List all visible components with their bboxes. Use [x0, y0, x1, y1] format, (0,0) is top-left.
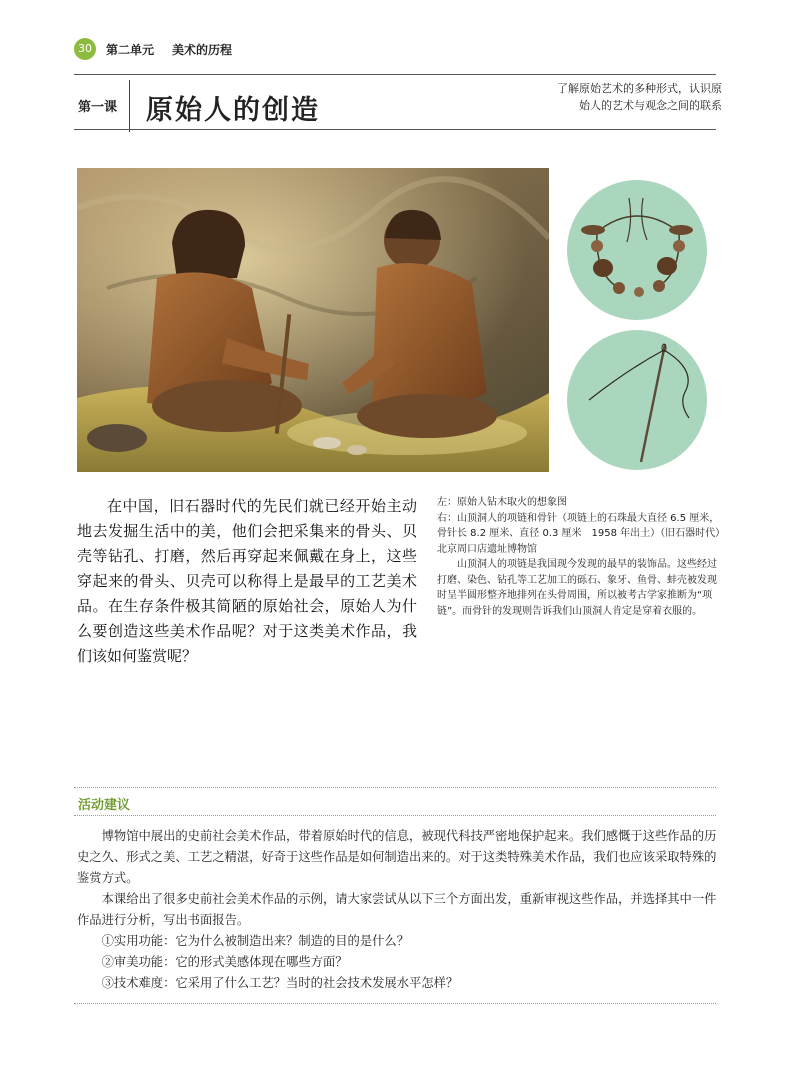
necklace-illustration [567, 180, 707, 320]
intro-paragraph: 在中国，旧石器时代的先民们就已经开始主动地去发掘生活中的美，他们会把采集来的骨头、贝壳等钻孔、打磨，然后再穿起来佩戴在身上，这些穿起来的骨头、贝壳可以称得上是最早的工艺美术品。在生存条件极其简陋的原始社会，原始人为什么要创造这些美术作品呢？对于这类美术作品，我们该如何鉴赏呢？ [77, 497, 417, 665]
activity-heading: 活动建议 [78, 798, 131, 813]
unit-title: 美术的历程 [172, 43, 233, 57]
activity-paragraph-2: 本课给出了很多史前社会美术作品的示例，请大家尝试从以下三个方面出发，重新审视这些作品，并选择其中一件作品进行分析，写出书面报告。 [77, 892, 717, 927]
unit-label: 第二单元 [106, 43, 155, 57]
activity-paragraph-1: 博物馆中展出的史前社会美术作品，带着原始时代的信息，被现代科技严密地保护起来。我们感慨于这些作品的历史之久、形式之美、工艺之精湛，好奇于这些作品是如何制造出来的。对于这类特殊美术作品，我们也应该采取特殊的鉴赏方式。 [77, 829, 717, 885]
lesson-objective: 了解原始艺术的多种形式，认识原始人的艺术与观念之间的联系 [557, 82, 722, 112]
lesson-number: 第一课 [78, 100, 118, 115]
lesson-divider [129, 80, 130, 132]
image-caption [437, 495, 723, 619]
page-number-badge: 30 [74, 38, 96, 60]
activity-item-technical: ③技术难度：它采用了什么工艺？当时的社会技术发展水平怎样？ [101, 976, 459, 990]
fire-making-photo [77, 168, 549, 472]
activity-divider-top [74, 787, 716, 788]
activity-body [77, 826, 719, 994]
activity-item-practical: ①实用功能：它为什么被制造出来？制造的目的是什么？ [101, 934, 410, 948]
activity-item-aesthetic: ②审美功能：它的形式美感体现在哪些方面？ [101, 955, 348, 969]
activity-divider-bottom [74, 1003, 716, 1004]
page-title: 原始人的创造 [146, 95, 320, 126]
bone-needle-photo [567, 330, 707, 470]
necklace-photo [567, 180, 707, 320]
header-rule-bottom [74, 129, 716, 130]
caption-description: 山顶洞人的项链是我国现今发现的最早的装饰品。这些经过打磨、染色、钻孔等工艺加工的砾石、象牙、鱼骨、蚌壳被发现时呈半圆形整齐地排列在头骨周围，所以被考古学家推断为“项链”。而骨针的发现则告诉我们山顶洞人肯定是穿着衣服的。 [437, 559, 717, 617]
bone-needle-illustration [567, 330, 707, 470]
caption-right: 右：山顶洞人的项链和骨针（项链上的石珠最大直径 6.5 厘米，骨针长 8.2 厘米、直径 0.3 厘米 1958 年出土）（旧石器时代）北京周口店遗址博物馆 [437, 512, 721, 555]
fire-making-illustration [77, 168, 549, 472]
caption-left: 左：原始人钻木取火的想象图 [437, 497, 567, 508]
header-rule-top [74, 74, 716, 75]
activity-divider-mid [74, 815, 716, 816]
